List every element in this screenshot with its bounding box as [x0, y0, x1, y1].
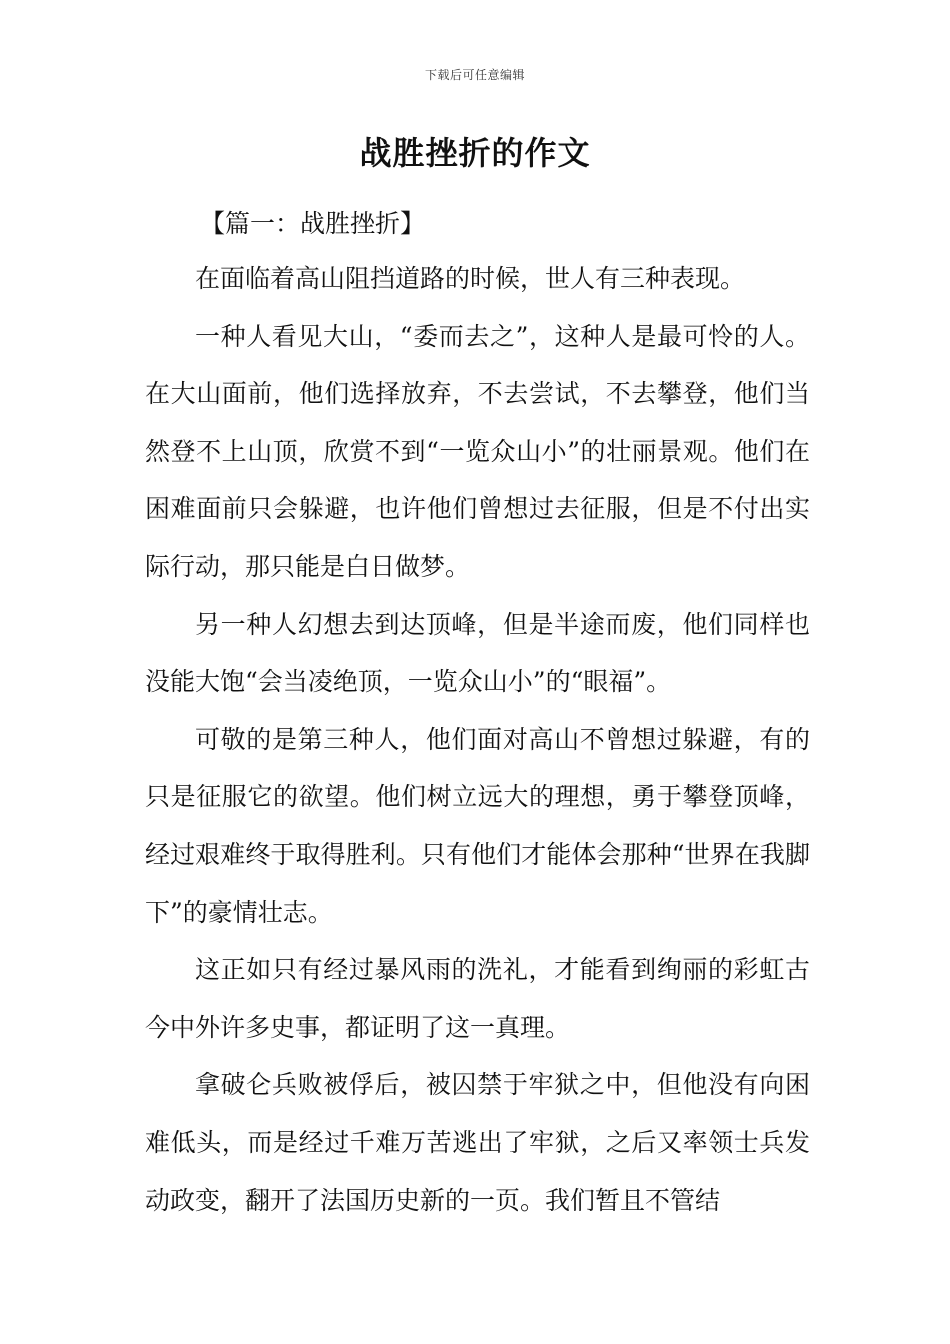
body-text: [145, 250, 810, 1229]
paragraph: 另一种人幻想去到达顶峰，但是半途而废，他们同样也没能大饱“会当凌绝顶，一览众山小”的“眼福”。: [145, 609, 810, 697]
section-heading: 【篇一：战胜挫折】: [200, 209, 426, 238]
paragraph: 可敬的是第三种人，他们面对高山不曾想过躲避，有的只是征服它的欲望。他们树立远大的理想，勇于攀登顶峰，经过艰难终于取得胜利。只有他们才能体会那种“世界在我脚下”的豪情壮志。: [145, 724, 810, 927]
paragraph: 一种人看见大山，“委而去之”，这种人是最可怜的人。在大山面前，他们选择放弃，不去尝试，不去攀登，他们当然登不上山顶，欣赏不到“一览众山小”的壮丽景观。他们在困难面前只会躲避，也许他们曾想过去征服，但是不付出实际行动，那只能是白日做梦。: [145, 321, 810, 581]
document-title: 战胜挫折的作文: [359, 134, 591, 172]
header-note: 下载后可任意编辑: [424, 68, 525, 82]
paragraph: 这正如只有经过暴风雨的洗礼，才能看到绚丽的彩虹古今中外许多史事，都证明了这一真理。: [145, 955, 810, 1042]
paragraph: 拿破仑兵败被俘后，被囚禁于牢狱之中，但他没有向困难低头，而是经过千难万苦逃出了牢狱，之后又率领士兵发动政变，翻开了法国历史新的一页。我们暂且不管结: [145, 1070, 810, 1215]
paragraph: 在面临着高山阻挡道路的时候，世人有三种表现。: [195, 264, 746, 293]
